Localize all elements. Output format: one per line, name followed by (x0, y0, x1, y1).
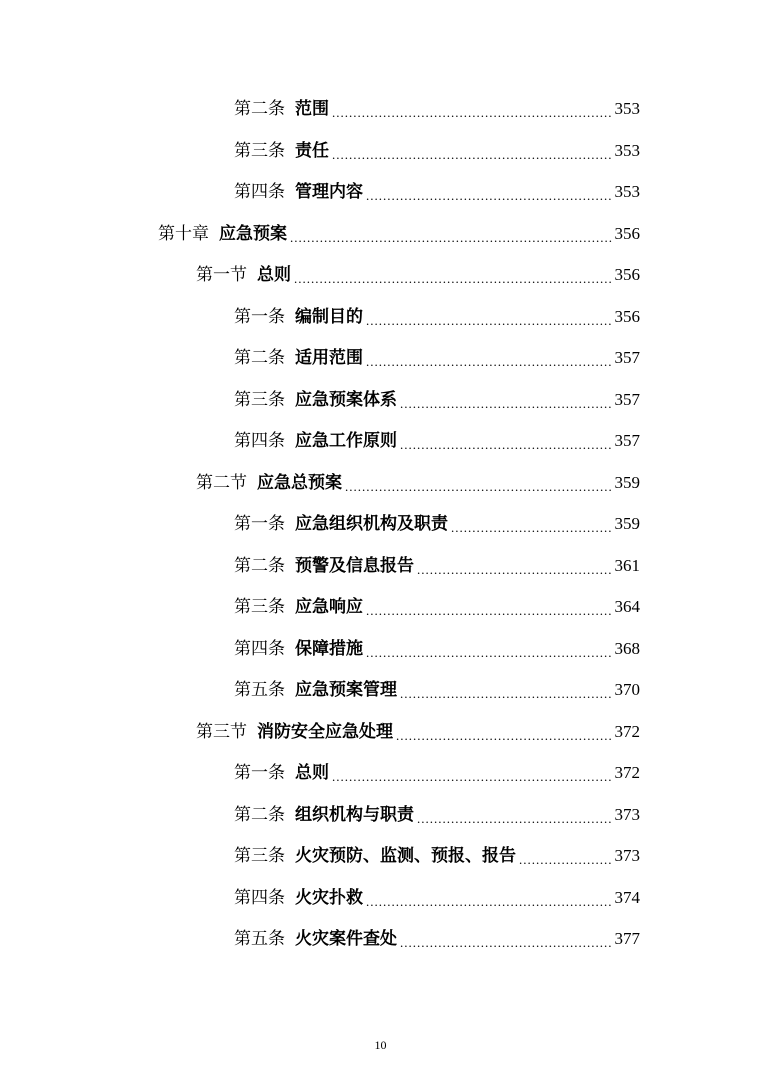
toc-entry-title: 火灾预防、监测、预报、报告 (295, 846, 516, 866)
toc-entry-title: 保障措施 (295, 639, 363, 659)
toc-entry[interactable] (234, 841, 640, 871)
dot-leader (332, 762, 613, 792)
toc-entry-page: 359 (614, 514, 640, 533)
toc-entry[interactable] (234, 551, 640, 581)
dot-leader (400, 679, 613, 709)
toc-entry-number: 第二条 (234, 805, 285, 825)
dot-leader (366, 347, 613, 377)
dot-leader (417, 555, 613, 585)
toc-entry-title: 应急预案管理 (295, 680, 397, 700)
toc-entry-title: 预警及信息报告 (295, 556, 414, 576)
toc-entry-number: 第一条 (234, 307, 285, 327)
toc-entry[interactable] (234, 343, 640, 373)
toc-entry[interactable] (234, 883, 640, 913)
toc-entry[interactable] (234, 385, 640, 415)
toc-entry[interactable] (234, 924, 640, 954)
dot-leader (396, 721, 613, 751)
toc-entry-number: 第四条 (234, 639, 285, 659)
toc-entry[interactable] (234, 675, 640, 705)
toc-entry-number: 第四条 (234, 431, 285, 451)
toc-entry-page: 353 (614, 99, 640, 118)
dot-leader (366, 181, 613, 211)
toc-entry[interactable] (234, 634, 640, 664)
toc-entry-page: 373 (614, 805, 640, 824)
toc-entry-title: 责任 (295, 141, 329, 161)
dot-leader (294, 264, 613, 294)
toc-entry-number: 第二条 (234, 99, 285, 119)
toc-entry[interactable] (234, 800, 640, 830)
toc-entry-number: 第二条 (234, 348, 285, 368)
dot-leader (400, 928, 613, 958)
toc-entry-title: 编制目的 (295, 307, 363, 327)
toc-entry-number: 第三节 (196, 722, 247, 742)
dot-leader (451, 513, 613, 543)
toc-entry-number: 第三条 (234, 141, 285, 161)
dot-leader (366, 887, 613, 917)
toc-entry-number: 第五条 (234, 680, 285, 700)
toc-entry[interactable] (234, 177, 640, 207)
toc-entry-page: 353 (614, 182, 640, 201)
toc-entry[interactable] (234, 302, 640, 332)
toc-entry-page: 372 (614, 722, 640, 741)
toc-entry-title: 总则 (257, 265, 291, 285)
dot-leader (366, 596, 613, 626)
toc-entry-title: 应急组织机构及职责 (295, 514, 448, 534)
dot-leader (332, 140, 613, 170)
toc-entry-page: 357 (614, 348, 640, 367)
toc-entry-number: 第二节 (196, 473, 247, 493)
toc-entry-page: 359 (614, 473, 640, 492)
toc-entry-title: 总则 (295, 763, 329, 783)
toc-section-entry[interactable] (196, 468, 640, 498)
toc-entry-number: 第二条 (234, 556, 285, 576)
toc-section-entry[interactable] (196, 260, 640, 290)
toc-entry-number: 第四条 (234, 888, 285, 908)
dot-leader (290, 223, 613, 253)
dot-leader (400, 389, 613, 419)
dot-leader (519, 845, 613, 875)
toc-entry-page: 364 (614, 597, 640, 616)
toc-entry-number: 第十章 (158, 224, 209, 244)
page-number: 10 (374, 1038, 387, 1052)
toc-entry-title: 适用范围 (295, 348, 363, 368)
toc-entry-page: 356 (614, 224, 640, 243)
toc-entry-title: 组织机构与职责 (295, 805, 414, 825)
toc-entry[interactable] (234, 509, 640, 539)
dot-leader (366, 306, 613, 336)
toc-entry-number: 第一条 (234, 763, 285, 783)
toc-entry-page: 353 (614, 141, 640, 160)
toc-entry-number: 第三条 (234, 846, 285, 866)
toc-entry-page: 356 (614, 265, 640, 284)
toc-entry[interactable] (234, 94, 640, 124)
toc-entry-number: 第五条 (234, 929, 285, 949)
toc-entry[interactable] (234, 592, 640, 622)
toc-entry-page: 374 (614, 888, 640, 907)
toc-section-entry[interactable] (196, 717, 640, 747)
toc-entry-title: 消防安全应急处理 (257, 722, 393, 742)
dot-leader (417, 804, 613, 834)
toc-entry-title: 火灾案件查处 (295, 929, 397, 949)
toc-entry-title: 火灾扑救 (295, 888, 363, 908)
toc-entry-page: 368 (614, 639, 640, 658)
toc-entry-page: 361 (614, 556, 640, 575)
toc-chapter-entry[interactable] (158, 219, 640, 249)
toc-entry-title: 应急预案 (219, 224, 287, 244)
toc-entry-page: 370 (614, 680, 640, 699)
toc-entry-page: 372 (614, 763, 640, 782)
dot-leader (400, 430, 613, 460)
toc-entry-number: 第一条 (234, 514, 285, 534)
toc-entry-number: 第四条 (234, 182, 285, 202)
toc-entry-page: 357 (614, 390, 640, 409)
toc-entry-title: 应急总预案 (257, 473, 342, 493)
dot-leader (332, 98, 613, 128)
toc-entry-page: 356 (614, 307, 640, 326)
dot-leader (345, 472, 613, 502)
toc-entry-number: 第三条 (234, 597, 285, 617)
toc-entry-title: 范围 (295, 99, 329, 119)
toc-entry[interactable] (234, 758, 640, 788)
toc-entry[interactable] (234, 136, 640, 166)
toc-entry-number: 第三条 (234, 390, 285, 410)
toc-entry-title: 应急响应 (295, 597, 363, 617)
toc-entry-title: 管理内容 (295, 182, 363, 202)
toc-entry-page: 373 (614, 846, 640, 865)
toc-entry-number: 第一节 (196, 265, 247, 285)
toc-entry-title: 应急预案体系 (295, 390, 397, 410)
toc-entry-page: 357 (614, 431, 640, 450)
dot-leader (366, 638, 613, 668)
toc-entry-page: 377 (614, 929, 640, 948)
toc-entry-title: 应急工作原则 (295, 431, 397, 451)
toc-entry[interactable] (234, 426, 640, 456)
